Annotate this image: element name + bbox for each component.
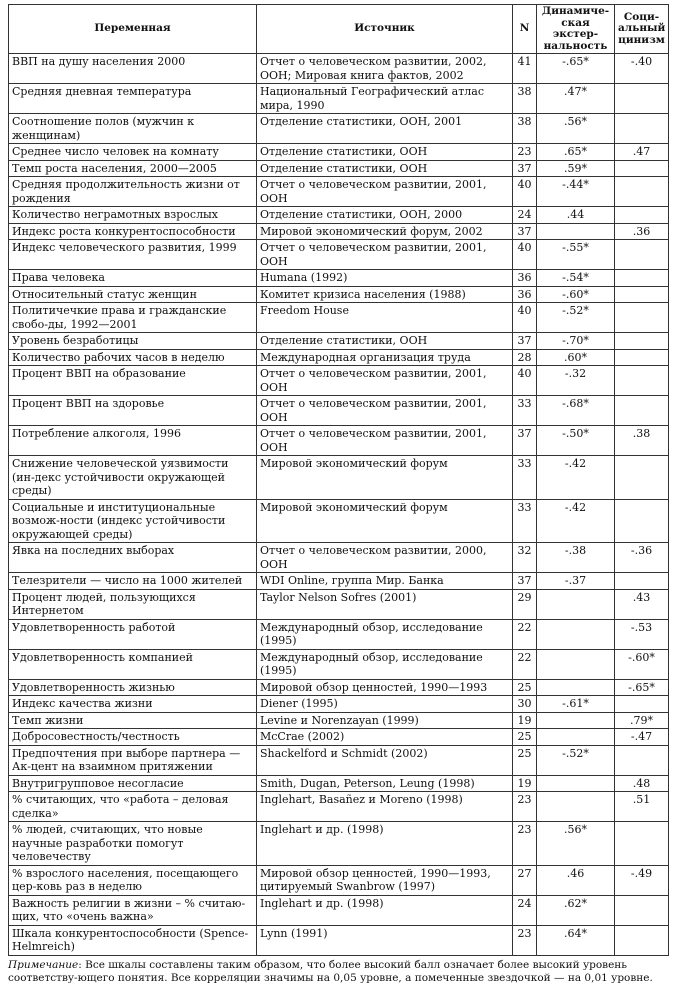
cell-n: 24 bbox=[513, 207, 537, 224]
cell-variable: Удовлетворенность компанией bbox=[9, 649, 257, 679]
cell-variable: Количество неграмотных взрослых bbox=[9, 207, 257, 224]
cell-social-cynicism bbox=[615, 895, 669, 925]
cell-source: Diener (1995) bbox=[257, 696, 513, 713]
cell-variable: Социальные и институциональные возмож-ности (индекс устойчивости окружающей среды) bbox=[9, 499, 257, 543]
cell-source: Национальный Географический атлас мира, 1990 bbox=[257, 84, 513, 114]
table-row bbox=[9, 396, 669, 426]
cell-variable: Средняя дневная температура bbox=[9, 84, 257, 114]
cell-variable: Темп роста населения, 2000—2005 bbox=[9, 160, 257, 177]
table-row bbox=[9, 240, 669, 270]
cell-source: Freedom House bbox=[257, 303, 513, 333]
table-row bbox=[9, 177, 669, 207]
table-row bbox=[9, 895, 669, 925]
cell-social-cynicism bbox=[615, 499, 669, 543]
cell-social-cynicism: -.53 bbox=[615, 619, 669, 649]
cell-dynamic-externality: -.37 bbox=[537, 573, 615, 590]
cell-source: Международный обзор, исследование (1995) bbox=[257, 619, 513, 649]
cell-n: 33 bbox=[513, 396, 537, 426]
table-row bbox=[9, 775, 669, 792]
table-row bbox=[9, 729, 669, 746]
cell-social-cynicism: .38 bbox=[615, 426, 669, 456]
cell-social-cynicism bbox=[615, 396, 669, 426]
cell-variable: Количество рабочих часов в неделю bbox=[9, 349, 257, 366]
cell-n: 37 bbox=[513, 426, 537, 456]
cell-n: 37 bbox=[513, 223, 537, 240]
cell-social-cynicism bbox=[615, 745, 669, 775]
cell-source: Отделение статистики, ООН, 2000 bbox=[257, 207, 513, 224]
cell-n: 24 bbox=[513, 895, 537, 925]
cell-dynamic-externality: .59* bbox=[537, 160, 615, 177]
cell-source: Отделение статистики, ООН, 2001 bbox=[257, 114, 513, 144]
cell-source: Отчет о человеческом развитии, 2001, ООН bbox=[257, 426, 513, 456]
cell-social-cynicism bbox=[615, 114, 669, 144]
cell-n: 30 bbox=[513, 696, 537, 713]
cell-social-cynicism: -.60* bbox=[615, 649, 669, 679]
cell-variable: Потребление алкоголя, 1996 bbox=[9, 426, 257, 456]
cell-social-cynicism bbox=[615, 456, 669, 500]
cell-variable: % людей, считающих, что новые научные разработки помогут человечеству bbox=[9, 822, 257, 866]
cell-variable: Процент ВВП на образование bbox=[9, 366, 257, 396]
cell-n: 27 bbox=[513, 865, 537, 895]
cell-dynamic-externality: -.60* bbox=[537, 286, 615, 303]
cell-variable: ВВП на душу населения 2000 bbox=[9, 54, 257, 84]
cell-dynamic-externality: .56* bbox=[537, 114, 615, 144]
cell-source: Отделение статистики, ООН bbox=[257, 160, 513, 177]
cell-dynamic-externality: .65* bbox=[537, 144, 615, 161]
table-row bbox=[9, 456, 669, 500]
cell-social-cynicism bbox=[615, 84, 669, 114]
cell-source: Отчет о человеческом развитии, 2001, ООН bbox=[257, 366, 513, 396]
cell-social-cynicism: .48 bbox=[615, 775, 669, 792]
cell-n: 40 bbox=[513, 177, 537, 207]
cell-source: Мировой экономический форум, 2002 bbox=[257, 223, 513, 240]
table-row bbox=[9, 333, 669, 350]
cell-dynamic-externality: .62* bbox=[537, 895, 615, 925]
cell-social-cynicism bbox=[615, 207, 669, 224]
cell-variable: Соотношение полов (мужчин к женщинам) bbox=[9, 114, 257, 144]
cell-variable: Важность религии в жизни – % считаю-щих, что «очень важна» bbox=[9, 895, 257, 925]
cell-source: Отчет о человеческом развитии, 2000, ООН bbox=[257, 543, 513, 573]
cell-n: 22 bbox=[513, 649, 537, 679]
cell-source: Отделение статистики, ООН bbox=[257, 333, 513, 350]
cell-dynamic-externality: -.70* bbox=[537, 333, 615, 350]
table-row bbox=[9, 573, 669, 590]
cell-n: 41 bbox=[513, 54, 537, 84]
table-row bbox=[9, 84, 669, 114]
cell-n: 25 bbox=[513, 745, 537, 775]
cell-variable: Процент ВВП на здоровье bbox=[9, 396, 257, 426]
cell-n: 40 bbox=[513, 240, 537, 270]
cell-social-cynicism: -.49 bbox=[615, 865, 669, 895]
cell-n: 37 bbox=[513, 573, 537, 590]
note-text: : Все шкалы составлены таким образом, что более высокий балл означает более высокий уровень соответству-ющего понятия. Все корреляции значимы на 0,05 уровне, а помеченные звездочкой — на 0,01 уровне. bbox=[8, 958, 653, 984]
header-social-cynicism: Соци-альный цинизм bbox=[615, 5, 669, 54]
cell-n: 40 bbox=[513, 303, 537, 333]
cell-source: Inglehart и др. (1998) bbox=[257, 822, 513, 866]
cell-source: Мировой обзор ценностей, 1990—1993 bbox=[257, 679, 513, 696]
cell-n: 33 bbox=[513, 499, 537, 543]
cell-source: Отчет о человеческом развитии, 2001, ООН bbox=[257, 177, 513, 207]
table-row bbox=[9, 865, 669, 895]
cell-social-cynicism bbox=[615, 303, 669, 333]
header-source: Источник bbox=[257, 5, 513, 54]
cell-variable: Удовлетворенность работой bbox=[9, 619, 257, 649]
table-row bbox=[9, 589, 669, 619]
cell-n: 28 bbox=[513, 349, 537, 366]
cell-n: 29 bbox=[513, 589, 537, 619]
cell-n: 36 bbox=[513, 286, 537, 303]
table-row bbox=[9, 543, 669, 573]
cell-social-cynicism bbox=[615, 333, 669, 350]
cell-dynamic-externality: -.38 bbox=[537, 543, 615, 573]
table-row bbox=[9, 822, 669, 866]
table-row bbox=[9, 696, 669, 713]
cell-n: 23 bbox=[513, 144, 537, 161]
table-row bbox=[9, 649, 669, 679]
table-row bbox=[9, 54, 669, 84]
cell-variable: Права человека bbox=[9, 270, 257, 287]
table-body bbox=[9, 54, 669, 956]
cell-variable: Телезрители — число на 1000 жителей bbox=[9, 573, 257, 590]
cell-dynamic-externality: .64* bbox=[537, 925, 615, 955]
table-row bbox=[9, 223, 669, 240]
cell-social-cynicism: .47 bbox=[615, 144, 669, 161]
cell-source: Inglehart, Basañez и Moreno (1998) bbox=[257, 792, 513, 822]
cell-source: Taylor Nelson Sofres (2001) bbox=[257, 589, 513, 619]
table-row bbox=[9, 286, 669, 303]
cell-n: 19 bbox=[513, 775, 537, 792]
cell-variable: Относительный статус женщин bbox=[9, 286, 257, 303]
cell-social-cynicism: -.47 bbox=[615, 729, 669, 746]
cell-dynamic-externality bbox=[537, 712, 615, 729]
cell-variable: Индекс роста конкурентоспособности bbox=[9, 223, 257, 240]
cell-variable: Политичечкие права и гражданские свобо-ды, 1992—2001 bbox=[9, 303, 257, 333]
cell-n: 38 bbox=[513, 84, 537, 114]
table-header bbox=[9, 5, 669, 54]
cell-dynamic-externality: -.61* bbox=[537, 696, 615, 713]
table-row bbox=[9, 712, 669, 729]
cell-dynamic-externality: -.52* bbox=[537, 745, 615, 775]
header-dynamic-externality: Динамиче-ская экстер-нальность bbox=[537, 5, 615, 54]
table-row bbox=[9, 679, 669, 696]
cell-variable: % считающих, что «работа – деловая сделка» bbox=[9, 792, 257, 822]
cell-n: 37 bbox=[513, 333, 537, 350]
cell-social-cynicism: .51 bbox=[615, 792, 669, 822]
cell-source: Levine и Norenzayan (1999) bbox=[257, 712, 513, 729]
cell-dynamic-externality: -.50* bbox=[537, 426, 615, 456]
cell-source: Отчет о человеческом развитии, 2001, ООН bbox=[257, 396, 513, 426]
cell-dynamic-externality: -.42 bbox=[537, 456, 615, 500]
cell-dynamic-externality bbox=[537, 223, 615, 240]
table-row bbox=[9, 499, 669, 543]
cell-dynamic-externality: .47* bbox=[537, 84, 615, 114]
cell-variable: Снижение человеческой уязвимости (ин-декс устойчивости окружающей среды) bbox=[9, 456, 257, 500]
correlation-table bbox=[8, 4, 669, 956]
cell-social-cynicism bbox=[615, 349, 669, 366]
cell-source: Inglehart и др. (1998) bbox=[257, 895, 513, 925]
cell-dynamic-externality: .46 bbox=[537, 865, 615, 895]
cell-dynamic-externality: -.32 bbox=[537, 366, 615, 396]
cell-variable: Явка на последних выборах bbox=[9, 543, 257, 573]
cell-social-cynicism bbox=[615, 925, 669, 955]
cell-n: 36 bbox=[513, 270, 537, 287]
cell-source: Мировой экономический форум bbox=[257, 456, 513, 500]
cell-social-cynicism: .43 bbox=[615, 589, 669, 619]
cell-source: WDI Online, группа Мир. Банка bbox=[257, 573, 513, 590]
cell-dynamic-externality bbox=[537, 775, 615, 792]
cell-variable: Среднее число человек на комнату bbox=[9, 144, 257, 161]
cell-variable: Темп жизни bbox=[9, 712, 257, 729]
cell-source: Shackelford и Schmidt (2002) bbox=[257, 745, 513, 775]
cell-variable: % взрослого населения, посещающего цер-ковь раз в неделю bbox=[9, 865, 257, 895]
table-row bbox=[9, 207, 669, 224]
cell-social-cynicism: -.65* bbox=[615, 679, 669, 696]
cell-dynamic-externality: -.55* bbox=[537, 240, 615, 270]
cell-source: Отчет о человеческом развитии, 2002, ООН; Мировая книга фактов, 2002 bbox=[257, 54, 513, 84]
cell-variable: Уровень безработицы bbox=[9, 333, 257, 350]
cell-social-cynicism bbox=[615, 240, 669, 270]
table-row bbox=[9, 426, 669, 456]
cell-n: 33 bbox=[513, 456, 537, 500]
cell-social-cynicism bbox=[615, 366, 669, 396]
note-label: Примечание bbox=[8, 958, 79, 971]
cell-dynamic-externality: -.44* bbox=[537, 177, 615, 207]
cell-dynamic-externality: -.65* bbox=[537, 54, 615, 84]
cell-dynamic-externality bbox=[537, 649, 615, 679]
cell-dynamic-externality: .56* bbox=[537, 822, 615, 866]
table-row bbox=[9, 270, 669, 287]
cell-dynamic-externality bbox=[537, 679, 615, 696]
cell-dynamic-externality: -.42 bbox=[537, 499, 615, 543]
cell-dynamic-externality bbox=[537, 589, 615, 619]
table-row bbox=[9, 619, 669, 649]
cell-n: 23 bbox=[513, 792, 537, 822]
cell-dynamic-externality bbox=[537, 619, 615, 649]
header-n: N bbox=[513, 5, 537, 54]
cell-dynamic-externality: -.68* bbox=[537, 396, 615, 426]
cell-n: 22 bbox=[513, 619, 537, 649]
cell-source: Отделение статистики, ООН bbox=[257, 144, 513, 161]
cell-n: 25 bbox=[513, 679, 537, 696]
cell-source: McCrae (2002) bbox=[257, 729, 513, 746]
table-row bbox=[9, 366, 669, 396]
cell-dynamic-externality: -.54* bbox=[537, 270, 615, 287]
cell-n: 38 bbox=[513, 114, 537, 144]
table-page bbox=[8, 4, 668, 985]
cell-variable: Добросовестность/честность bbox=[9, 729, 257, 746]
cell-variable: Средняя продолжительность жизни от рождения bbox=[9, 177, 257, 207]
table-row bbox=[9, 349, 669, 366]
cell-n: 25 bbox=[513, 729, 537, 746]
cell-source: Международная организация труда bbox=[257, 349, 513, 366]
cell-dynamic-externality: .44 bbox=[537, 207, 615, 224]
table-row bbox=[9, 925, 669, 955]
cell-social-cynicism bbox=[615, 696, 669, 713]
cell-social-cynicism bbox=[615, 270, 669, 287]
cell-variable: Индекс человеческого развития, 1999 bbox=[9, 240, 257, 270]
table-row bbox=[9, 160, 669, 177]
cell-n: 40 bbox=[513, 366, 537, 396]
cell-n: 32 bbox=[513, 543, 537, 573]
table-row bbox=[9, 144, 669, 161]
cell-social-cynicism bbox=[615, 286, 669, 303]
cell-social-cynicism: .36 bbox=[615, 223, 669, 240]
cell-source: Lynn (1991) bbox=[257, 925, 513, 955]
table-row bbox=[9, 303, 669, 333]
cell-social-cynicism: -.36 bbox=[615, 543, 669, 573]
cell-social-cynicism: -.40 bbox=[615, 54, 669, 84]
cell-dynamic-externality: .60* bbox=[537, 349, 615, 366]
header-variable: Переменная bbox=[9, 5, 257, 54]
cell-n: 19 bbox=[513, 712, 537, 729]
cell-variable: Удовлетворенность жизнью bbox=[9, 679, 257, 696]
cell-variable: Предпочтения при выборе партнера — Ак-цент на взаимном притяжении bbox=[9, 745, 257, 775]
cell-variable: Внутригрупповое несогласие bbox=[9, 775, 257, 792]
cell-social-cynicism bbox=[615, 160, 669, 177]
cell-variable: Шкала конкурентоспособности (Spence-Helmreich) bbox=[9, 925, 257, 955]
cell-social-cynicism bbox=[615, 573, 669, 590]
cell-dynamic-externality bbox=[537, 792, 615, 822]
cell-n: 37 bbox=[513, 160, 537, 177]
table-row bbox=[9, 114, 669, 144]
cell-n: 23 bbox=[513, 822, 537, 866]
cell-source: Отчет о человеческом развитии, 2001, ООН bbox=[257, 240, 513, 270]
table-row bbox=[9, 792, 669, 822]
cell-dynamic-externality: -.52* bbox=[537, 303, 615, 333]
cell-source: Smith, Dugan, Peterson, Leung (1998) bbox=[257, 775, 513, 792]
table-row bbox=[9, 745, 669, 775]
cell-social-cynicism bbox=[615, 177, 669, 207]
cell-social-cynicism: .79* bbox=[615, 712, 669, 729]
cell-dynamic-externality bbox=[537, 729, 615, 746]
cell-source: Комитет кризиса населения (1988) bbox=[257, 286, 513, 303]
cell-variable: Процент людей, пользующихся Интернетом bbox=[9, 589, 257, 619]
cell-social-cynicism bbox=[615, 822, 669, 866]
table-note bbox=[8, 959, 668, 985]
cell-source: Мировой экономический форум bbox=[257, 499, 513, 543]
cell-variable: Индекс качества жизни bbox=[9, 696, 257, 713]
cell-n: 23 bbox=[513, 925, 537, 955]
cell-source: Humana (1992) bbox=[257, 270, 513, 287]
cell-source: Мировой обзор ценностей, 1990—1993, цитируемый Swanbrow (1997) bbox=[257, 865, 513, 895]
cell-source: Международный обзор, исследование (1995) bbox=[257, 649, 513, 679]
